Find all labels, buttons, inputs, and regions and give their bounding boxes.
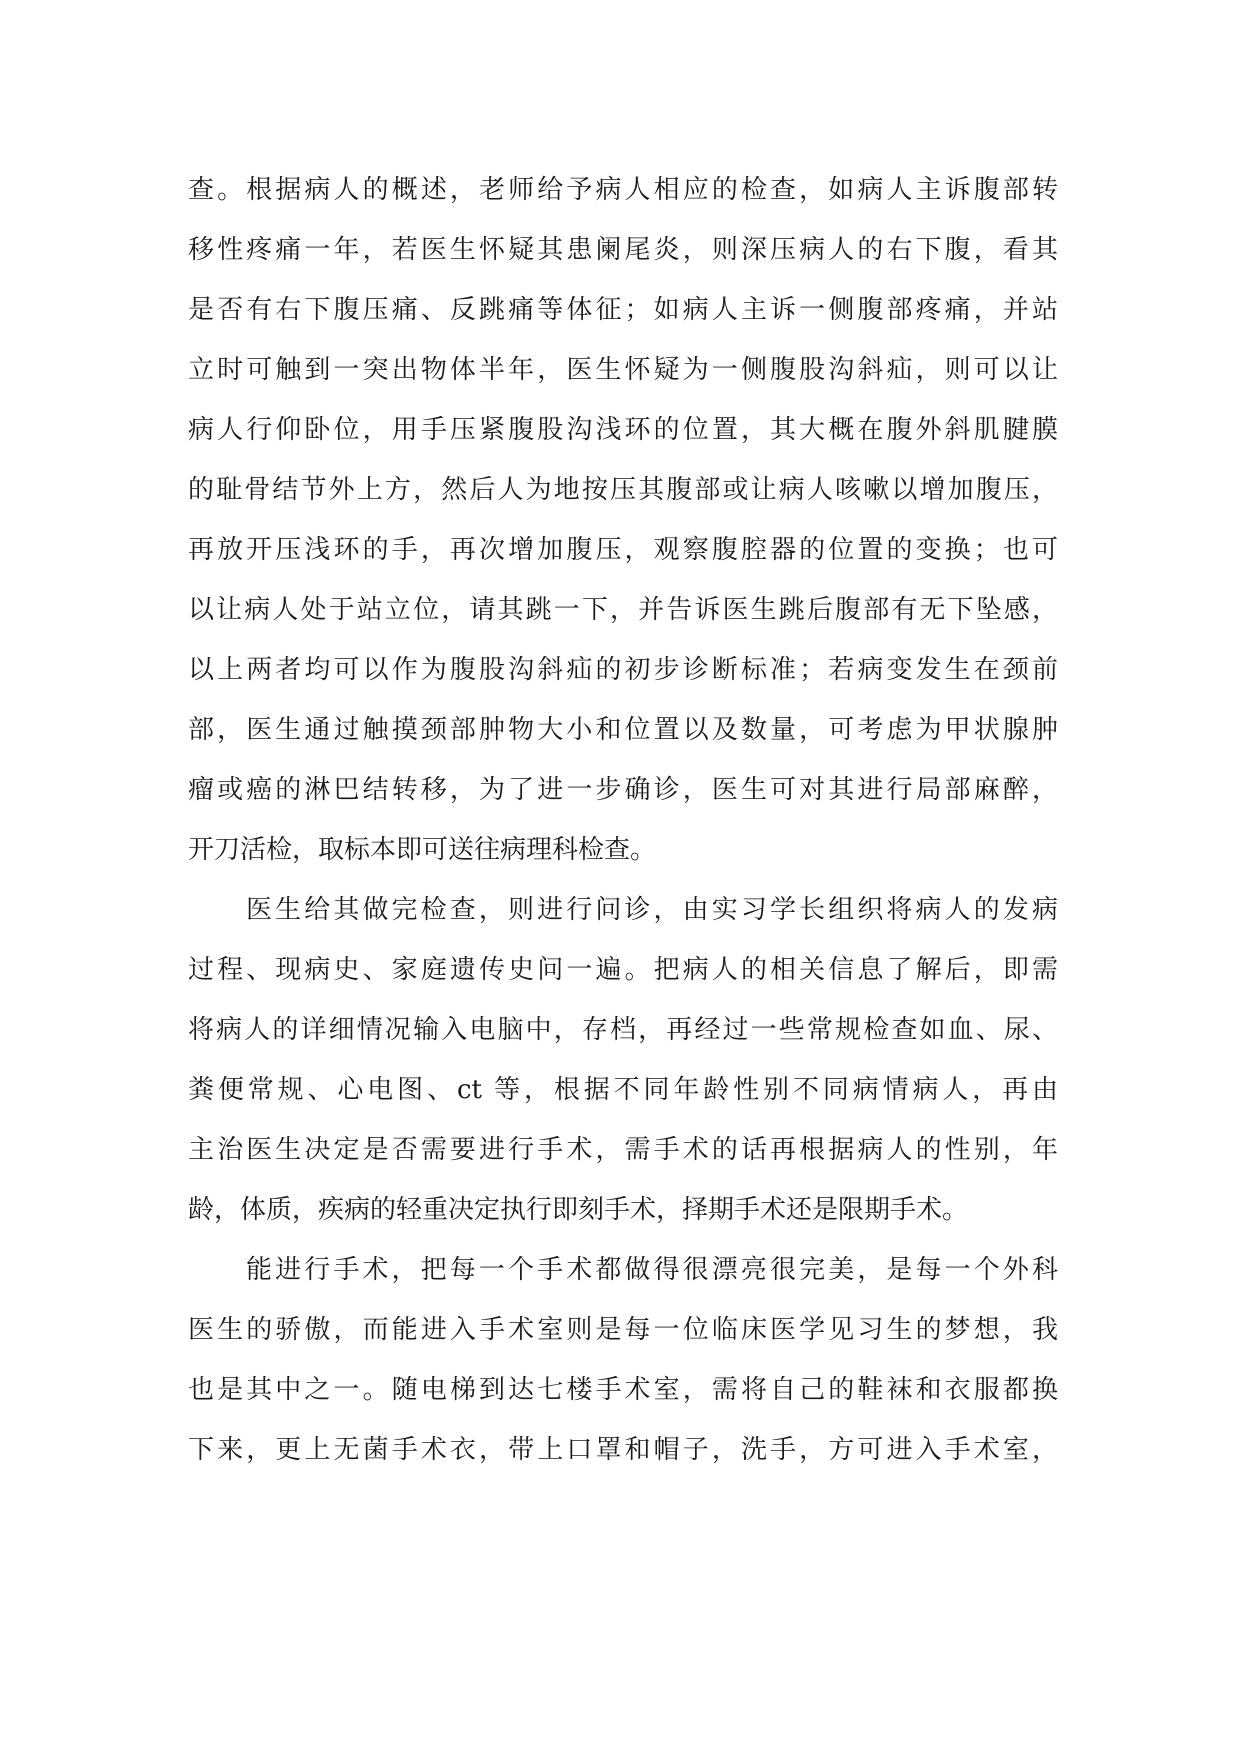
text-line: 的耻骨结节外上方，然后人为地按压其腹部或让病人咳嗽以增加腹压， (188, 475, 1058, 505)
text-line: 部，医生通过触摸颈部肿物大小和位置以及数量，可考虑为甲状腺肿 (188, 715, 1058, 745)
text-line: 将病人的详细情况输入电脑中，存档，再经过一些常规检查如血、尿、 (188, 1015, 1058, 1045)
paragraph-1 (188, 160, 1058, 880)
text-line: 开刀活检，取标本即可送往病理科检查。 (188, 835, 657, 865)
text-line: 医生的骄傲，而能进入手术室则是每一位临床医学见习生的梦想，我 (188, 1315, 1058, 1345)
text-line: 病人行仰卧位，用手压紧腹股沟浅环的位置，其大概在腹外斜肌腱膜 (188, 415, 1058, 445)
text-line: 也是其中之一。随电梯到达七楼手术室，需将自己的鞋袜和衣服都换 (188, 1375, 1058, 1405)
text-line: 再放开压浅环的手，再次增加腹压，观察腹腔器的位置的变换；也可 (188, 535, 1058, 565)
text-line: 龄，体质，疾病的轻重决定执行即刻手术，择期手术还是限期手术。 (188, 1195, 969, 1225)
paragraph-3 (188, 1240, 1058, 1480)
document-body (188, 160, 1058, 1480)
text-line: 主治医生决定是否需要进行手术，需手术的话再根据病人的性别，年 (188, 1135, 1058, 1165)
text-line: 立时可触到一突出物体半年，医生怀疑为一侧腹股沟斜疝，则可以让 (188, 355, 1058, 385)
paragraph-2 (188, 880, 1058, 1240)
text-line: 以上两者均可以作为腹股沟斜疝的初步诊断标准；若病变发生在颈前 (188, 655, 1058, 685)
text-line: 粪便常规、心电图、ct 等，根据不同年龄性别不同病情病人，再由 (188, 1075, 1058, 1105)
text-line: 医生给其做完检查，则进行问诊，由实习学长组织将病人的发病 (246, 895, 1058, 925)
text-line: 以让病人处于站立位，请其跳一下，并告诉医生跳后腹部有无下坠感， (188, 595, 1058, 625)
text-line: 下来，更上无菌手术衣，带上口罩和帽子，洗手，方可进入手术室， (188, 1435, 1058, 1465)
text-line: 能进行手术，把每一个手术都做得很漂亮很完美，是每一个外科 (246, 1255, 1058, 1285)
text-line: 瘤或癌的淋巴结转移，为了进一步确诊，医生可对其进行局部麻醉， (188, 775, 1058, 805)
text-line: 是否有右下腹压痛、反跳痛等体征；如病人主诉一侧腹部疼痛，并站 (188, 295, 1058, 325)
text-line: 查。根据病人的概述，老师给予病人相应的检查，如病人主诉腹部转 (188, 175, 1058, 205)
text-line: 过程、现病史、家庭遗传史问一遍。把病人的相关信息了解后，即需 (188, 955, 1058, 985)
text-line: 移性疼痛一年，若医生怀疑其患阑尾炎，则深压病人的右下腹，看其 (188, 235, 1058, 265)
